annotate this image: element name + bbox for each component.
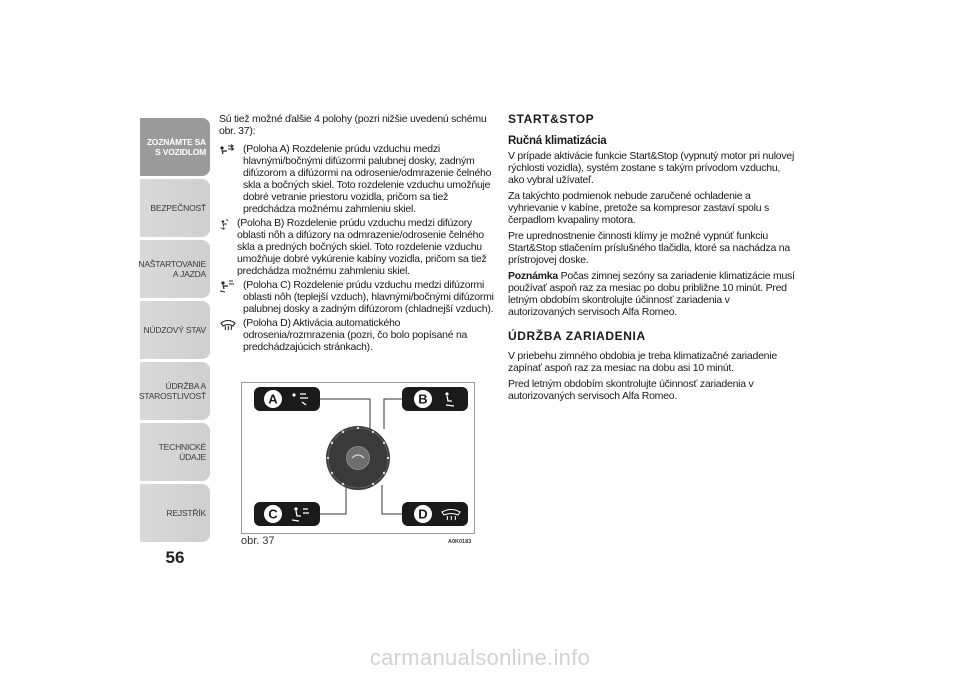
tab-nudzovy-stav[interactable]: NÚDZOVÝ STAV [140, 301, 210, 359]
airflow-a-icon [219, 143, 237, 157]
tab-technicke-udaje[interactable]: TECHNICKÉ ÚDAJE [140, 423, 210, 481]
label-a: A [268, 391, 278, 407]
tab-udrzba-a-starostlivost[interactable]: ÚDRŽBA A STAROSTLIVOSŤ [140, 362, 210, 420]
airflow-b-icon [219, 217, 233, 231]
label-d: D [418, 506, 428, 522]
figure-code: A0K0183 [448, 539, 472, 545]
heading-start-stop: START&STOP [508, 112, 595, 126]
paragraph-1: V prípade aktivácie funkcie Start&Stop (vypnutý motor pri nulovej rýchlosti vozidla), systém zostane s takým prívodom vzduchu, ako vybral užívateľ. [508, 150, 795, 186]
note-paragraph [508, 270, 798, 318]
label-c: C [268, 506, 278, 522]
left-column [219, 113, 494, 353]
intro-paragraph: Sú tiež možné ďalšie 4 polohy (pozri nižšie uvedenú schému obr. 37): [219, 113, 487, 137]
label-b: B [418, 391, 428, 407]
note-text: Počas zimnej sezóny sa zariadenie klimatizácie musí používať aspoň raz za mesiac po dobu približne 10 minút. Pred letným obdobím skontrolujte účinnosť zariadenia v autorizovaných servisoch Alfa Romeo. [508, 270, 795, 318]
airflow-c-icon [219, 279, 237, 293]
position-c-item: (Poloha C) Rozdelenie prúdu vzduchu medzi difúzormi oblasti nôh (teplejší vzduch), hlavnými/bočnými difúzormi palubnej dosky a zadným difúzorom (chladnejší vzduch). [219, 279, 494, 315]
right-column [508, 113, 798, 406]
paragraph-4: V priebehu zimného obdobia je treba klimatizačné zariadenie zapínať aspoň raz za mesiac na dobu asi 10 minút. [508, 350, 777, 374]
position-d-item: (Poloha D) Aktivácia automatického odrosenia/rozmrazenia (pozri, čo bolo popísané na predchádzajúcich stránkach). [219, 317, 494, 353]
paragraph-2: Za takýchto podmienok nebude zaručené ochladenie a vyhrievanie v kabíne, pretože sa kompresor zastaví spolu s čerpadlom kvapaliny motora. [508, 190, 769, 226]
climate-control-diagram [241, 382, 475, 534]
paragraph-3: Pre uprednostnenie činnosti klímy je možné vypnúť funkciu Start&Stop stlačením príslušného tlačidla, ktoré sa nachádza na prístrojovej doske. [508, 230, 790, 266]
paragraph-5: Pred letným obdobím skontrolujte účinnosť zariadenia v autorizovaných servisoch Alfa Romeo. [508, 378, 754, 402]
tab-rejstrik[interactable]: REJSTŘÍK [140, 484, 210, 542]
page-number: 56 [165, 548, 185, 567]
subheading-manual-ac: Ručná klimatizácia [508, 135, 607, 147]
tab-bezpecnost[interactable]: BEZPEČNOSŤ [140, 179, 210, 237]
position-b-item: (Poloha B) Rozdelenie prúdu vzduchu medzi difúzory oblasti nôh a difúzory na odmrazenie/odrosenie čelného skla a predných bočných skiel. Toto rozdelenie vzduchu umožňuje dobré vykúrenie kabíny vozidla, pričom sa tiež predchádza možnému zahmleniu skiel. [219, 217, 494, 277]
figure-caption: obr. 37 [241, 535, 275, 547]
tab-zoznamte-sa-s-vozidlom[interactable]: ZOZNÁMTE SA S VOZIDLOM [140, 118, 210, 176]
heading-udrzba: ÚDRŽBA ZARIADENIA [508, 329, 646, 343]
watermark-footer: carmanualsonline.info [369, 645, 591, 670]
note-label: Poznámka [508, 270, 558, 282]
position-a-item: (Poloha A) Rozdelenie prúdu vzduchu medzi hlavnými/bočnými difúzormi palubnej dosky, zadným difúzorom a difúzormi na odrosenie/odmrazenie čelného skla a bočných skiel. Toto rozdelenie vzduchu umožňuje dobré vetranie priestoru vozidla, pričom sa tiež predchádza možnému zahmleniu skiel. [219, 143, 494, 215]
defrost-icon [219, 317, 237, 331]
tab-nastartovanie-a-jazda[interactable]: NAŠTARTOVANIE A JAZDA [140, 240, 210, 298]
climate-knob-illustration [242, 383, 474, 533]
